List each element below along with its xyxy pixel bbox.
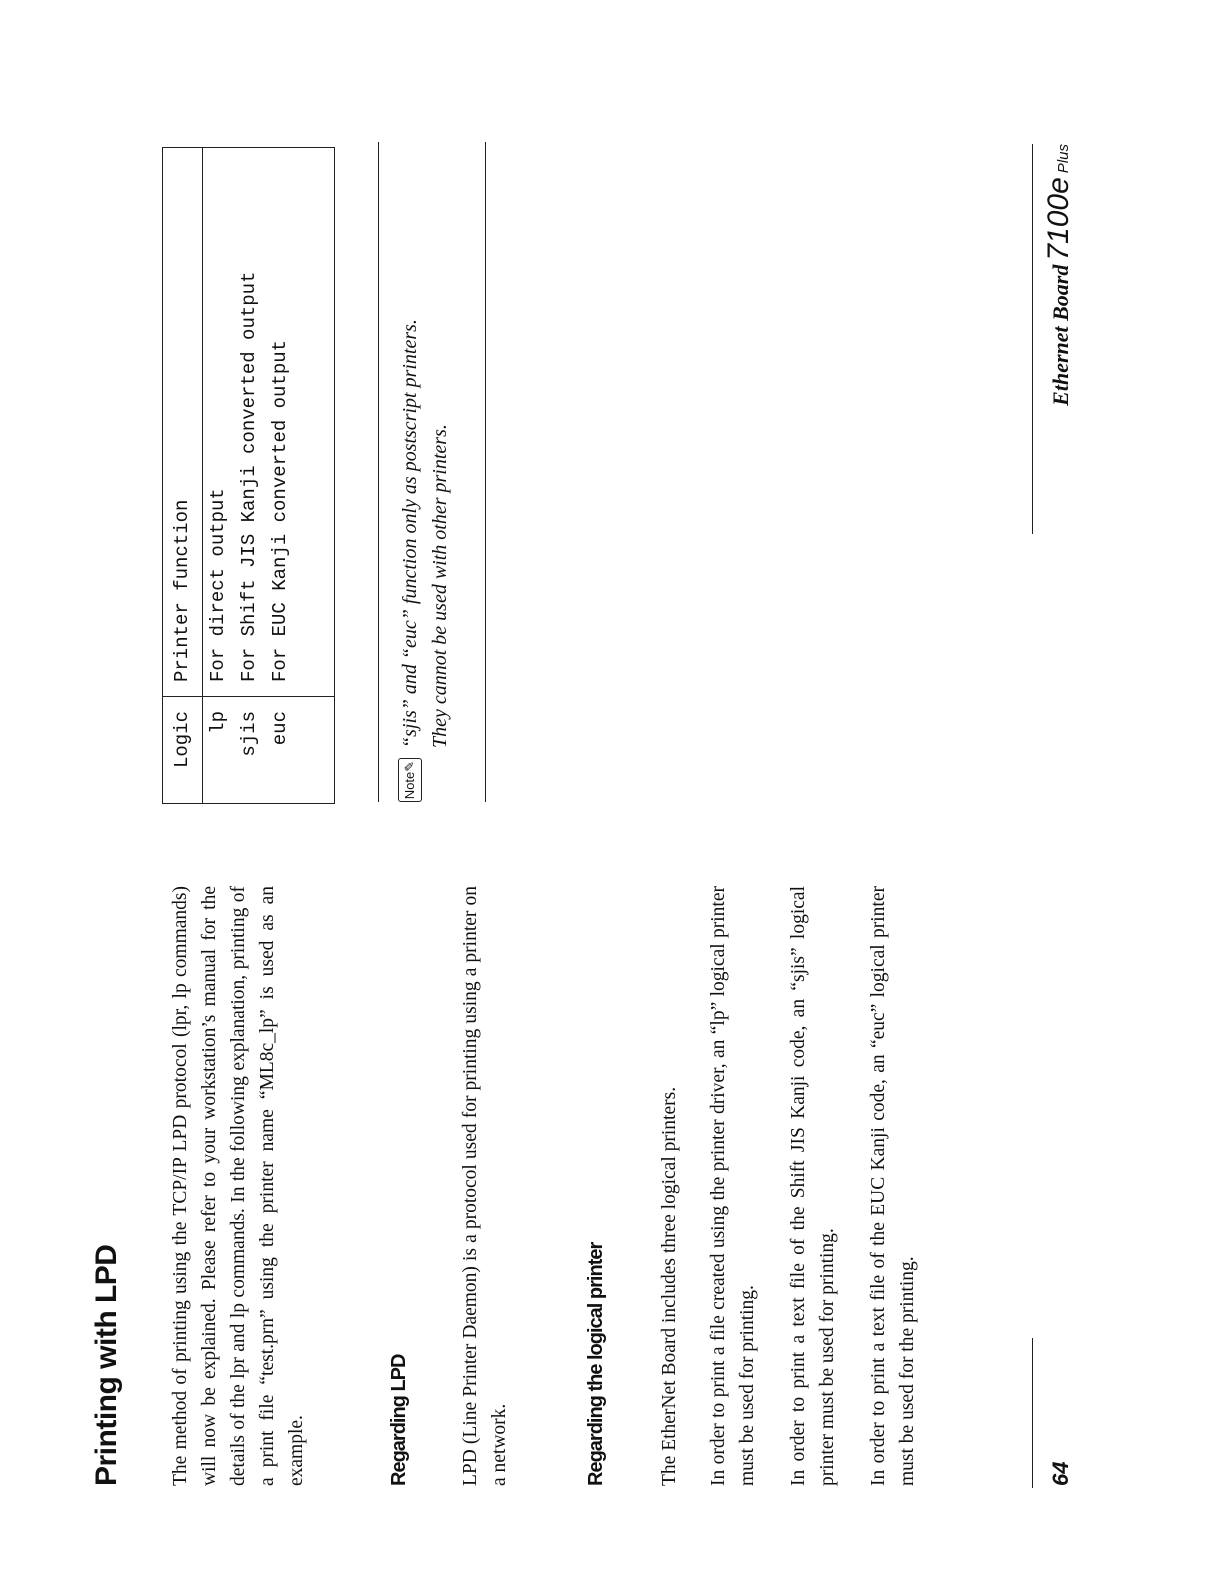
note-line-1: “sjis” and “euc” function only as postscript printers. [399, 319, 421, 748]
table-cell-logic: lp [203, 697, 235, 804]
note-bottom-rule [485, 142, 486, 802]
footer-rule-right [1032, 144, 1033, 534]
regarding-lpd-heading: Regarding LPD [388, 1354, 410, 1486]
page-title: Printing with LPD [90, 1244, 123, 1486]
brand-name: Ethernet Board [1048, 264, 1073, 406]
table-header-logic: Logic [163, 697, 203, 804]
note-top-rule [378, 142, 379, 802]
regarding-logical-heading: Regarding the logical printer [585, 1242, 607, 1486]
note-line-2: They cannot be used with other printers. [429, 424, 451, 748]
logical-paragraph-2: In order to print a file created using the printer driver, an “lp” logical printer must be used for printing. [708, 886, 758, 1486]
note-icon [398, 758, 422, 802]
table-cell-logic: euc [265, 697, 335, 804]
regarding-lpd-paragraph: LPD (Line Printer Daemon) is a protocol used for printing using a printer on a network. [460, 886, 510, 1486]
note-icon-label: Note [402, 771, 417, 800]
page-number: 64 [1048, 1461, 1073, 1486]
footer-rule-left [1032, 1338, 1033, 1488]
note-text [395, 319, 455, 748]
table-header-function: Printer function [163, 148, 203, 697]
brand-plus: Plus [1055, 144, 1072, 174]
logical-paragraph-4: In order to print a text file of the EUC Kanji code, an “euc” logical printer must be used for the printing. [868, 886, 918, 1486]
intro-paragraph: The method of printing using the TCP/IP LPD protocol (lpr, lp commands) will now be explained. Please refer to your workstation’s manual for the details of the lpr and lp commands. In the following explanation, printing of a print file “test.prn” using the printer name “ML8c_lp” is used as an example. [170, 886, 307, 1486]
pencil-icon: ✎ [402, 760, 417, 772]
table-cell-logic: sjis [234, 697, 265, 804]
logical-paragraph-3: In order to print a text file of the Shift JIS Kanji code, an “sjis” logical printer must be used for printing. [788, 886, 838, 1486]
table-row [265, 148, 335, 804]
logical-paragraph-1: The EtherNet Board includes three logical printers. [659, 1086, 680, 1486]
table-cell-function: For Shift JIS Kanji converted output [238, 271, 260, 682]
table-header-row [163, 148, 203, 804]
table-cell-function: For EUC Kanji converted output [269, 339, 291, 682]
brand-model: 7100e [1042, 177, 1075, 261]
footer-brand [1042, 144, 1076, 406]
logical-printer-table [162, 147, 335, 804]
table-cell-function: For direct output [207, 488, 229, 682]
table-row [203, 148, 235, 804]
table-row [234, 148, 265, 804]
